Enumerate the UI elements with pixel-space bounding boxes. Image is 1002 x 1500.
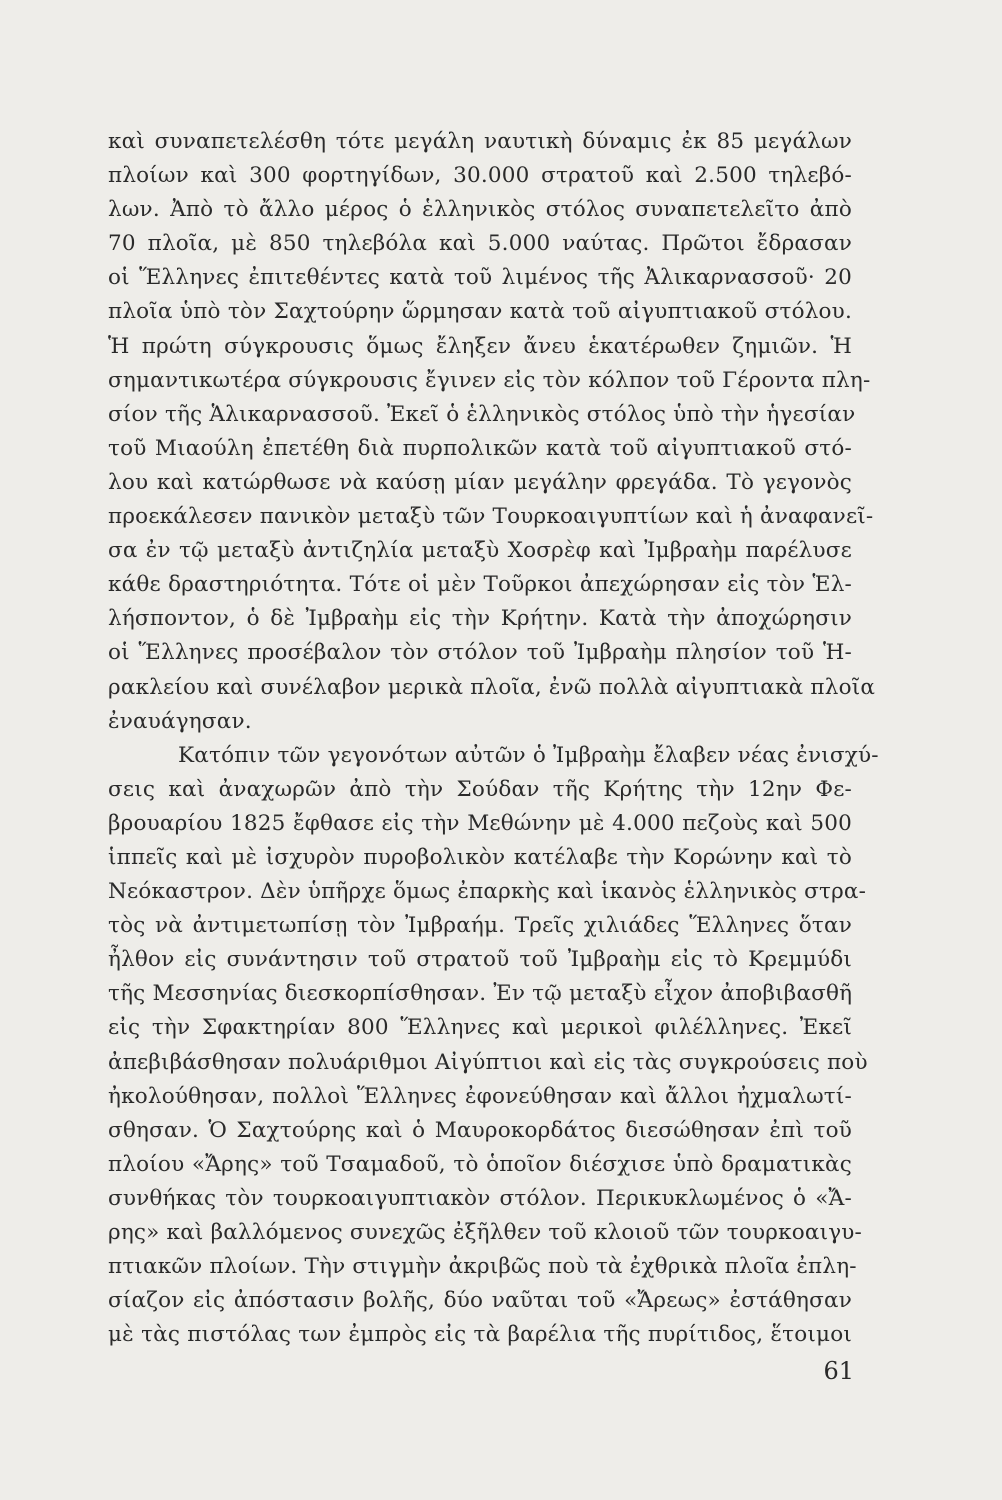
text-line: πλοῖα ὑπὸ τὸν Σαχτούρην ὥρμησαν κατὰ τοῦ αἰγυπτιακοῦ στόλου.	[108, 299, 852, 325]
text-line: λου καὶ κατώρθωσε νὰ καύσῃ μίαν μεγάλην φρεγάδα. Τὸ γεγονὸς	[108, 469, 852, 495]
text-line: πλοίου «Ἄρης» τοῦ Τσαμαδοῦ, τὸ ὁποῖον διέσχισε ὑπὸ δραματικὰς	[108, 1151, 852, 1177]
text-line: καὶ συναπετελέσθη τότε μεγάλη ναυτικὴ δύναμις ἐκ 85 μεγάλων	[108, 129, 852, 154]
paragraph-1	[108, 125, 876, 739]
text-line: πλοίων καὶ 300 φορτηγίδων, 30.000 στρατοῦ καὶ 2.500 τηλεβό-	[108, 163, 852, 189]
text-line: σθησαν. Ὁ Σαχτούρης καὶ ὁ Μαυροκορδάτος διεσώθησαν ἐπὶ τοῦ	[108, 1117, 852, 1143]
text-line: προεκάλεσεν πανικὸν μεταξὺ τῶν Τουρκοαιγυπτίων καὶ ἡ ἀναφανεῖ-	[108, 504, 874, 530]
text-line: ἦλθον εἰς συνάντησιν τοῦ στρατοῦ τοῦ Ἰμβραὴμ εἰς τὸ Κρεμμύδι	[108, 947, 852, 973]
text-line: ρης» καὶ βαλλόμενος συνεχῶς ἐξῆλθεν τοῦ κλοιοῦ τῶν τουρκοαιγυ-	[108, 1220, 863, 1245]
page-number: 61	[823, 1357, 854, 1385]
text-line: συνθήκας τὸν τουρκοαιγυπτιακὸν στόλον. Περικυκλωμένος ὁ «Ἄ-	[108, 1185, 852, 1211]
text-line: σεις καὶ ἀναχωρῶν ἀπὸ τὴν Σούδαν τῆς Κρήτης τὴν 12ην Φε-	[108, 776, 852, 802]
text-line: λων. Ἀπὸ τὸ ἄλλο μέρος ὁ ἑλληνικὸς στόλος συναπετελεῖτο ἀπὸ	[108, 197, 852, 223]
text-line: ἀπεβιβάσθησαν πολυάριθμοι Αἰγύπτιοι καὶ εἰς τὰς συγκρούσεις ποὺ	[108, 1049, 868, 1075]
text-line: Κατόπιν τῶν γεγονότων αὐτῶν ὁ Ἰμβραὴμ ἔλαβεν νέας ἐνισχύ-	[178, 742, 879, 768]
text-line: σα ἐν τῷ μεταξὺ ἀντιζηλία μεταξὺ Χοσρὲφ καὶ Ἰμβραὴμ παρέλυσε	[108, 538, 852, 564]
text-line: σίον τῆς Ἁλικαρνασσοῦ. Ἐκεῖ ὁ ἑλληνικὸς στόλος ὑπὸ τὴν ἡγεσίαν	[108, 401, 856, 427]
text-line: τὸς νὰ ἀντιμετωπίσῃ τὸν Ἰμβραήμ. Τρεῖς χιλιάδες Ἕλληνες ὅταν	[108, 913, 852, 939]
text-line: Νεόκαστρον. Δὲν ὑπῆρχε ὅμως ἐπαρκὴς καὶ ἱκανὸς ἑλληνικὸς στρα-	[108, 879, 867, 905]
text-line: μὲ τὰς πιστόλας των ἐμπρὸς εἰς τὰ βαρέλια τῆς πυρίτιδος, ἕτοιμοι	[108, 1322, 852, 1348]
text-line: οἱ Ἕλληνες ἐπιτεθέντες κατὰ τοῦ λιμένος τῆς Ἀλικαρνασσοῦ· 20	[108, 265, 852, 291]
text-line: ἐναυάγησαν.	[108, 708, 252, 734]
text-line: κάθε δραστηριότητα. Τότε οἱ μὲν Τοῦρκοι ἀπεχώρησαν εἰς τὸν Ἑλ-	[108, 572, 852, 598]
text-line: βρουαρίου 1825 ἔφθασε εἰς τὴν Μεθώνην μὲ 4.000 πεζοὺς καὶ 500	[108, 810, 852, 836]
text-line: ἠκολούθησαν, πολλοὶ Ἕλληνες ἐφονεύθησαν καὶ ἄλλοι ἠχμαλωτί-	[108, 1083, 852, 1109]
text-line: ρακλείου καὶ συνέλαβον μερικὰ πλοῖα, ἐνῶ πολλὰ αἰγυπτιακὰ πλοῖα	[108, 674, 876, 700]
text-line: εἰς τὴν Σφακτηρίαν 800 Ἕλληνες καὶ μερικοὶ φιλέλληνες. Ἐκεῖ	[108, 1015, 852, 1041]
text-line: οἱ Ἕλληνες προσέβαλον τὸν στόλον τοῦ Ἰμβραὴμ πλησίον τοῦ Ἡ-	[108, 640, 852, 666]
text-line: λήσποντον, ὁ δὲ Ἰμβραὴμ εἰς τὴν Κρήτην. Κατὰ τὴν ἀποχώρησιν	[108, 606, 852, 632]
text-line: τοῦ Μιαούλη ἐπετέθη διὰ πυρπολικῶν κατὰ τοῦ αἰγυπτιακοῦ στό-	[108, 435, 852, 461]
text-line: ἱππεῖς καὶ μὲ ἰσχυρὸν πυροβολικὸν κατέλαβε τὴν Κορώνην καὶ τὸ	[108, 844, 852, 870]
text-line: πτιακῶν πλοίων. Τὴν στιγμὴν ἀκριβῶς ποὺ τὰ ἐχθρικὰ πλοῖα ἐπλη-	[108, 1254, 857, 1280]
text-line: σημαντικωτέρα σύγκρουσις ἔγινεν εἰς τὸν κόλπον τοῦ Γέροντα πλη-	[108, 367, 871, 393]
text-line: 70 πλοῖα, μὲ 850 τηλεβόλα καὶ 5.000 ναύτας. Πρῶτοι ἔδρασαν	[108, 231, 852, 257]
paragraph-2	[108, 739, 879, 1353]
text-line: τῆς Μεσσηνίας διεσκορπίσθησαν. Ἐν τῷ μεταξὺ εἶχον ἀποβιβασθῆ	[108, 981, 853, 1007]
body-text	[108, 125, 879, 1352]
text-line: σίαζον εἰς ἀπόστασιν βολῆς, δύο ναῦται τοῦ «Ἄρεως» ἐστάθησαν	[108, 1288, 852, 1314]
text-line: Ἡ πρώτη σύγκρουσις ὅμως ἔληξεν ἄνευ ἑκατέρωθεν ζημιῶν. Ἡ	[108, 333, 852, 359]
